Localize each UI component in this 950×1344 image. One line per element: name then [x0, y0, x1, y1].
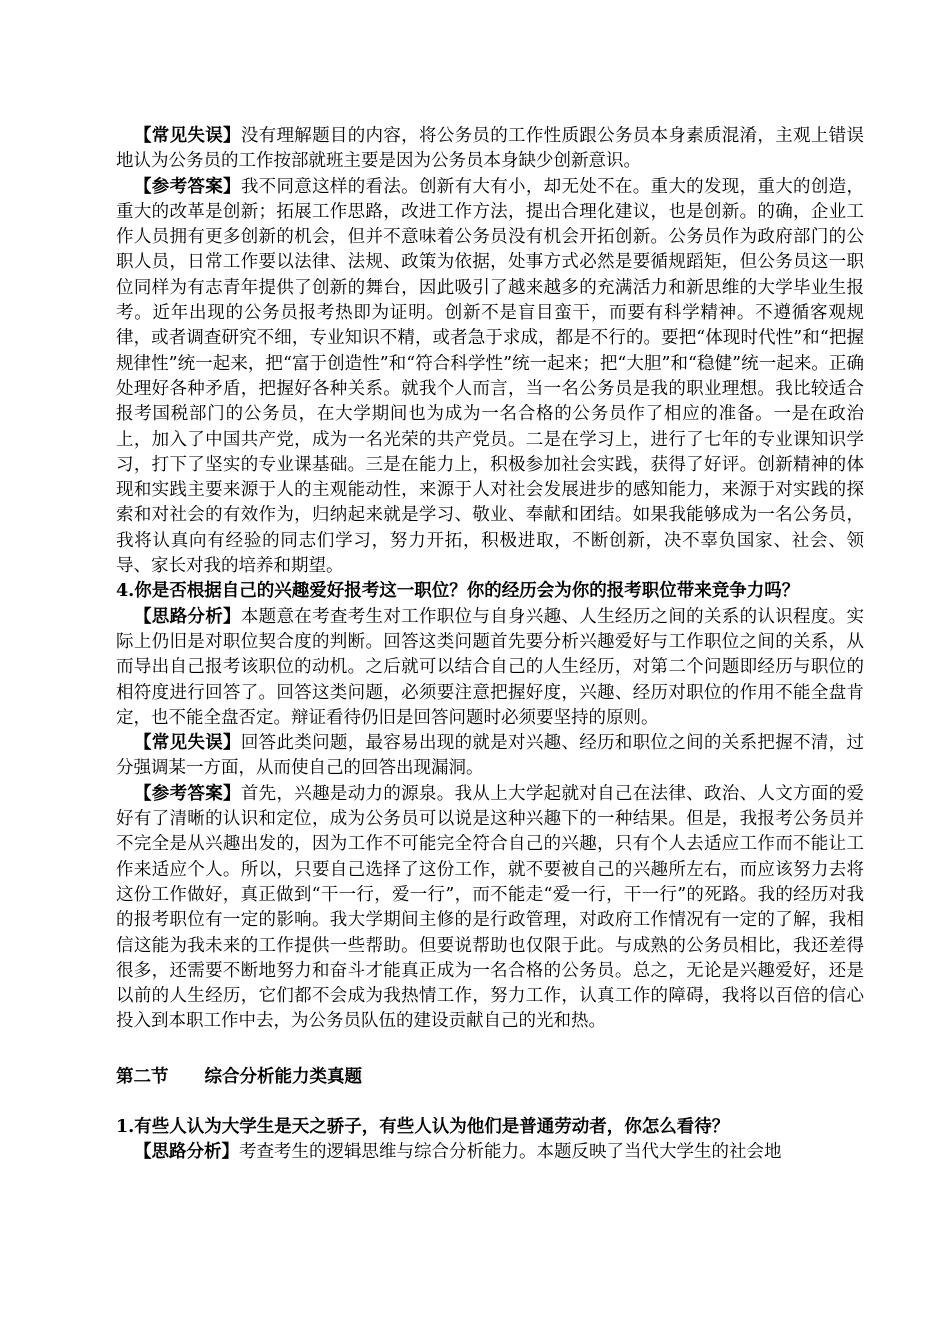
common-mistake-label: 【常见失误】	[134, 126, 241, 146]
section-title: 综合分析能力类真题	[204, 1066, 362, 1087]
reference-answer-label-2: 【参考答案】	[134, 783, 241, 804]
section-number: 第二节	[116, 1066, 169, 1087]
section-heading	[116, 1065, 864, 1090]
question-1: 1.有些人认为大学生是天之骄子，有些人认为他们是普通劳动者，你怎么看待？	[116, 1116, 730, 1137]
reference-answer-text-2: 首先，兴趣是动力的源泉。我从上大学起就对自己在法律、政治、人文方面的爱好有了清晰的认识和定位，成为公务员可以说是这种兴趣下的一种结果。但是，我报考公务员并不完全是从兴趣出发的，因为工作不可能完全符合自己的兴趣，只有个人去适应工作而不能让工作来适应个人。所以，只要自己选择了这份工作，就不要被自己的兴趣所左右，而应该努力去将这份工作做好，真正做到“干一行，爱一行”，而不能走“爱一行，干一行”的死路。我的经历对我的报考职位有一定的影响。我大学期间主修的是行政管理，对政府工作情况有一定的了解，我相信这能为我未来的工作提供一些帮助。但要说帮助也仅限于此。与成熟的公务员相比，我还差得很多，还需要不断地努力和奋斗才能真正成为一名合格的公务员。总之，无论是兴趣爱好，还是以前的人生经历，它们都不会成为我热情工作，努力工作，认真工作的障碍，我将以百倍的信心投入到本职工作中去，为公务员队伍的建设贡献自己的光和热。	[116, 783, 864, 1032]
common-mistake-label-2: 【常见失误】	[134, 733, 241, 754]
analysis-paragraph-2	[116, 1140, 864, 1165]
document-page	[116, 124, 864, 1166]
question-4: 4.你是否根据自己的兴趣爱好报考这一职位？你的经历会为你的报考职位带来竞争力吗？	[116, 581, 800, 602]
reference-answer-paragraph	[116, 175, 864, 580]
analysis-label-2: 【思路分析】	[134, 1142, 239, 1163]
analysis-text-2: 考查考生的逻辑思维与综合分析能力。本题反映了当代大学生的社会地	[239, 1142, 782, 1163]
reference-answer-text: 我不同意这样的看法。创新有大有小，却无处不在。重大的发现，重大的创造，重大的改革是创新；拓展工作思路，改进工作方法，提出合理化建议，也是创新。的确，企业工作人员拥有更多创新的机会，但并不意味着公务员没有机会开拓创新。公务员作为政府部门的公职人员，日常工作要以法律、法规、政策为依据，处事方式必然是要循规蹈矩，但公务员这一职位同样为有志青年提供了创新的舞台，因此吸引了越来越多的充满活力和新思维的大学毕业生报考。近年出现的公务员报考热即为证明。创新不是盲目蛮干，而要有科学精神。不遵循客观规律，或者调查研究不细，专业知识不精，或者急于求成，都是不行的。要把“体现时代性”和“把握规律性”统一起来，把“富于创造性”和“符合科学性”统一起来；把“大胆”和“稳健”统一起来。正确处理好各种矛盾，把握好各种关系。就我个人而言，当一名公务员是我的职业理想。我比较适合报考国税部门的公务员，在大学期间也为成为一名合格的公务员作了相应的准备。一是在政治上，加入了中国共产党，成为一名光荣的共产党员。二是在学习上，进行了七年的专业课知识学习，打下了坚实的专业课基础。三是在能力上，积极参加社会实践，获得了好评。创新精神的体现和实践主要来源于人的主观能动性，来源于人对社会发展进步的感知能力，来源于对实践的探索和对社会的有效作为，归纳起来就是学习、敬业、奉献和团结。如果我能够成为一名公务员，我将认真向有经验的同志们学习，努力开拓，积极进取，不断创新，决不辜负国家、社会、领导、家长对我的培养和期望。	[116, 176, 864, 577]
common-mistake-text-2: 回答此类问题，最容易出现的就是对兴趣、经历和职位之间的关系把握不清，过分强调某一方面，从而使自己的回答出现漏洞。	[116, 733, 864, 779]
common-mistake-paragraph-2	[116, 731, 864, 782]
analysis-paragraph	[116, 605, 864, 731]
common-mistake-text: 没有理解题目的内容，将公务员的工作性质跟公务员本身素质混淆，主观上错误地认为公务员的工作按部就班主要是因为公务员本身缺少创新意识。	[116, 126, 864, 172]
common-mistake-paragraph	[116, 124, 864, 175]
analysis-text: 本题意在考查考生对工作职位与自身兴趣、人生经历之间的关系的认识程度。实际上仍旧是对职位契合度的判断。回答这类问题首先要分析兴趣爱好与工作职位之间的关系，从而导出自己报考该职位的动机。之后就可以结合自己的人生经历，对第二个问题即经历与职位的相符度进行回答了。回答这类问题，必须要注意把握好度，兴趣、经历对职位的作用不能全盘肯定，也不能全盘否定。辩证看待仍旧是回答问题时必须要坚持的原则。	[116, 606, 864, 728]
reference-answer-label: 【参考答案】	[134, 176, 241, 197]
analysis-label: 【思路分析】	[134, 606, 241, 627]
reference-answer-paragraph-2	[116, 782, 864, 1035]
